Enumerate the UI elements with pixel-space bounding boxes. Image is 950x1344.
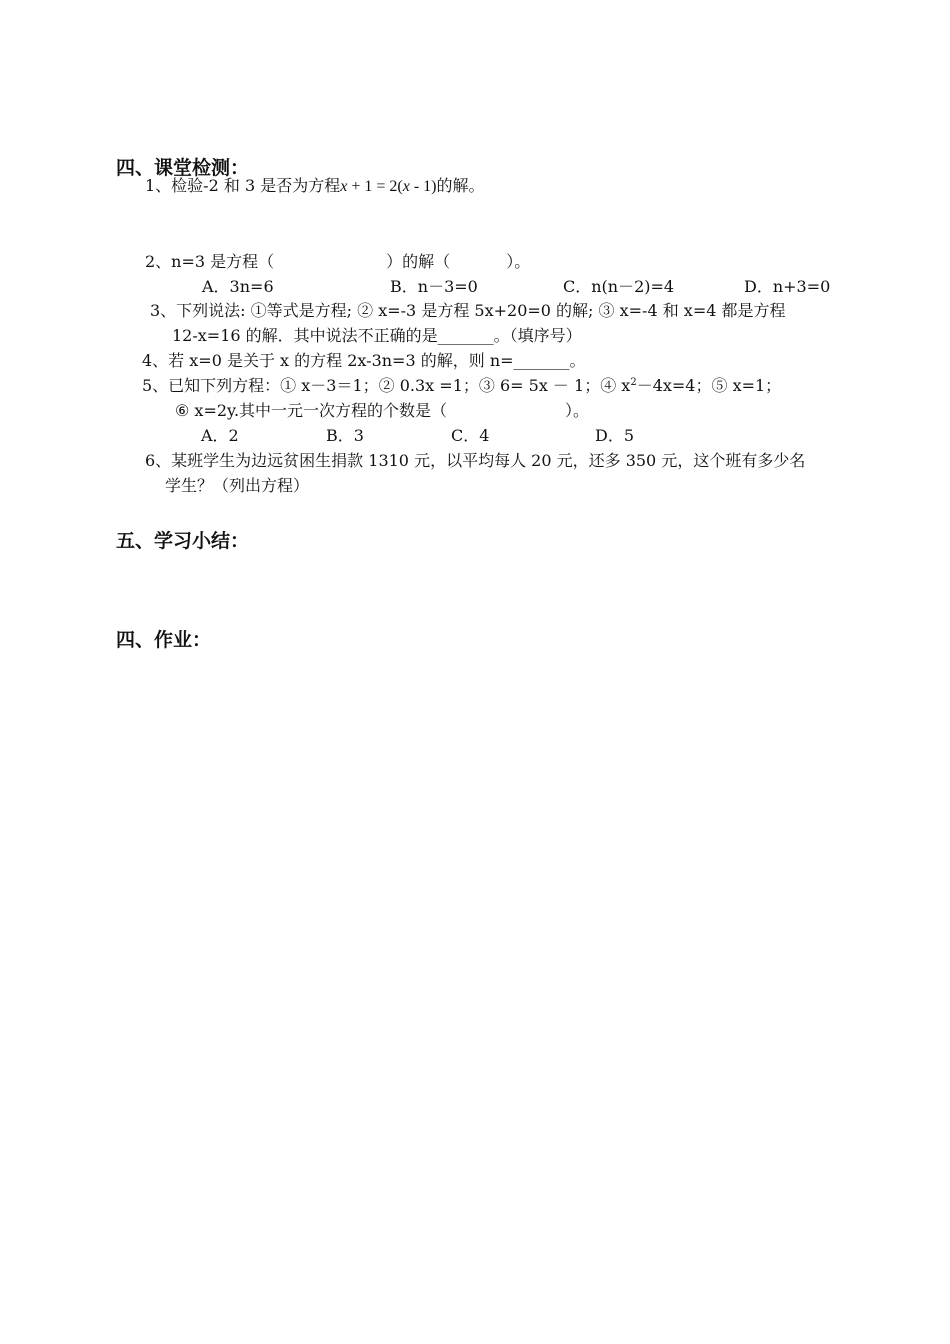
q2-option-b: B．n－3=0 bbox=[390, 277, 478, 296]
q5-line1-a: 5、已知下列方程：① x－3＝1；② 0.3x =1；③ 6= 5x － 1；④ x bbox=[142, 376, 631, 395]
section-title-class-test: 四、课堂检测： bbox=[116, 157, 250, 179]
q5-option-b: B．3 bbox=[326, 426, 364, 445]
q1-prefix: 1、检验-2 和 3 是否为方程 bbox=[145, 176, 341, 195]
q5-option-a: A．2 bbox=[201, 426, 239, 445]
q1-eq-mid2: - 1) bbox=[409, 178, 437, 195]
question-3-line-2: 12-x=16 的解．其中说法不正确的是_______。（填序号） bbox=[172, 326, 582, 345]
q1-eq-mid1: + 1 = 2( bbox=[347, 178, 403, 195]
q1-suffix: 的解。 bbox=[436, 176, 485, 195]
q5-line1-b: －4x=4；⑤ x=1； bbox=[636, 376, 782, 395]
question-6-line-2: 学生？（列出方程） bbox=[165, 476, 310, 495]
section-title-homework: 四、作业： bbox=[116, 629, 212, 651]
q2-option-c: C．n(n－2)=4 bbox=[563, 277, 675, 296]
q1-equation bbox=[340, 178, 436, 195]
q5-line2-b: ）。 bbox=[565, 401, 590, 420]
q5-option-d: D．5 bbox=[595, 426, 635, 445]
q2-option-d: D．n+3=0 bbox=[744, 277, 831, 296]
q1-eq-x1: x bbox=[340, 178, 348, 195]
q2-stem-a: 2、n=3 是方程（ bbox=[145, 252, 275, 271]
question-3-line-1: 3、下列说法: ①等式是方程; ② x=-3 是方程 5x+20=0 的解; ③ x=-4 和 x=4 都是方程 bbox=[150, 301, 786, 320]
q1-eq-x2: x bbox=[402, 178, 410, 195]
question-1 bbox=[145, 176, 484, 197]
q5-line2-a: ⑥ x=2y.其中一元一次方程的个数是（ bbox=[175, 401, 448, 420]
q5-line1-sup: 2 bbox=[630, 377, 637, 388]
q5-option-c: C．4 bbox=[451, 426, 490, 445]
question-2-stem bbox=[145, 252, 530, 272]
question-5-line-1 bbox=[142, 376, 781, 396]
section-title-summary: 五、学习小结： bbox=[116, 530, 250, 552]
q2-stem-b: ）的解（ bbox=[386, 252, 451, 271]
question-5-line-2 bbox=[175, 401, 589, 421]
q2-option-a: A．3n=6 bbox=[202, 277, 274, 296]
q2-stem-c: ）。 bbox=[506, 252, 531, 271]
question-4: 4、若 x=0 是关于 x 的方程 2x-3n=3 的解，则 n=_______。 bbox=[142, 351, 586, 370]
question-6-line-1: 6、某班学生为边远贫困生捐款 1310 元，以平均每人 20 元，还多 350 元，这个班有多少名 bbox=[145, 451, 806, 470]
